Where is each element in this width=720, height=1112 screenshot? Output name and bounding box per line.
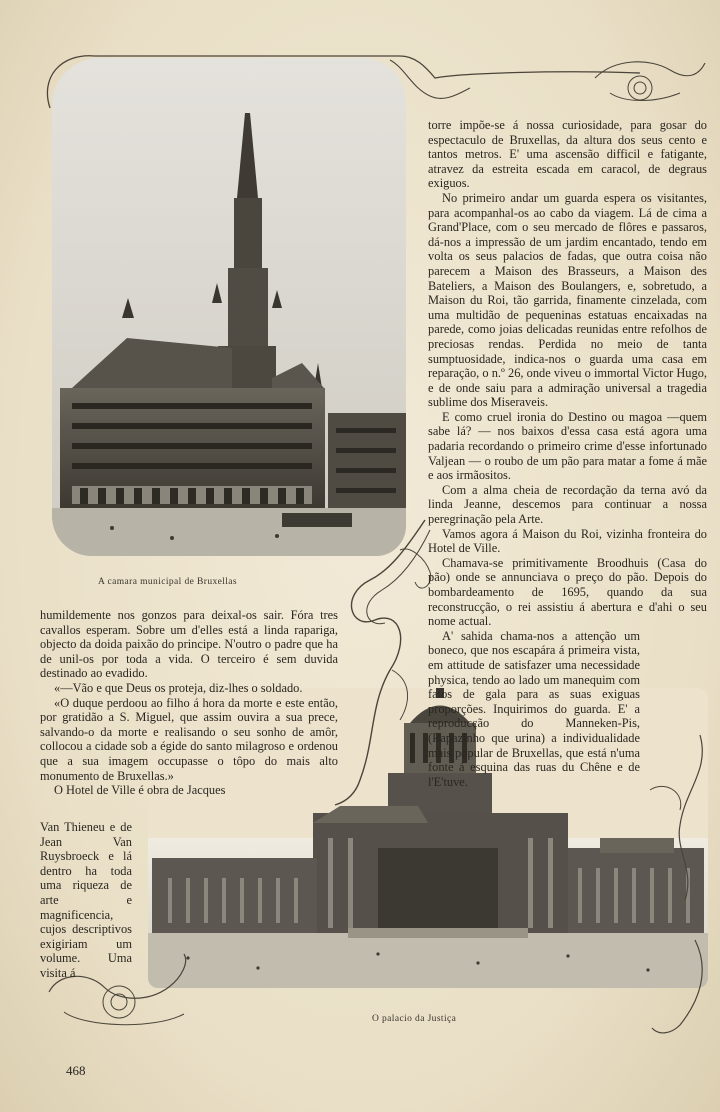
town-hall-caption: A camara municipal de Bruxellas [98,577,238,587]
paragraph: O Hotel de Ville é obra de Jacques [54,783,226,798]
town-hall-photo [52,58,406,556]
paragraph: Chamava-se primitivamente Broodhuis (Casa do pão) onde se annunciava o preço do pão. Depois do bombardeamento de 1695, quando da sua reconstrucção, o rei assistiu á abertura e d'ahi o seu nome actual. [428,555,707,629]
justice-palace-caption: O palacio da Justiça [372,1014,457,1024]
paragraph: Vamos agora á Maison du Roi, vizinha fronteira do Hotel de Ville. [428,526,707,556]
paragraph: Van Thieneu e de Jean Van Ruysbroeck e lá dentro ha toda uma riqueza de arte e magnificencia, cujos descriptivos exigiriam um volume. Uma visita á [40,820,132,980]
paragraph: «O duque perdoou ao filho á hora da morte e este então, por gratidão a S. Miguel, que assim ouvira a sua prece, salvando-o da morte e realisando o seu sonho de amôr, collocou a cidade sob a égide do santo milagroso e ordenou que a sua imagem occupasse o tôpo do mais alto monumento de Bruxellas.» [40,695,338,783]
right-column-text [428,118,707,789]
paragraph: No primeiro andar um guarda espera os visitantes, para acompanhal-os ao cabo da viagem. Lá de cima a Grand'Place, com o seu mercado de flôres e passaros, dá-nos a impressão de um jardim encantado, tendo em volta os seus palacios de fadas, que outra coisa não parecem a Maison des Brasseurs, a Maison des Bateliers, a Maison des Boulangers, e, sobretudo, a Maison du Roi, tão garrida, finamente cinzelada, com uma multidão de pequeninas estatuas encaixadas na parede, como joias delicadas reunidas entre refolhos de preciosas rendas. Perdida no meio de tanta sumptuosidade, indica-nos o guarda uma casa em reparação, o n.º 26, onde viveu o immortal Victor Hugo, e de onde saiu para a admiração universal a tragedia sublime dos Miseraveis. [428,190,707,410]
paragraph: Com a alma cheia de recordação da terna avó da linda Jeanne, descemos para continuar a nossa peregrinação pela Arte. [428,482,707,527]
page-number: 468 [66,1063,86,1078]
paragraph: E como cruel ironia do Destino ou magoa —quem sabe lá? — nos baixos d'essa casa está agora uma padaria recordando o primeiro crime d'esse infortunado Valjean — o roubo de um pão para matar a fome á mãe e aos irmãositos. [428,409,707,483]
narrow-column-text [40,820,132,981]
paragraph: «—Vão e que Deus os proteja, diz-lhes o soldado. [54,680,303,695]
paragraph: torre impõe-se á nossa curiosidade, para gosar do espectaculo de Bruxellas, da altura dos seus cento e tantos metros. E' uma ascensão difficil e fatigante, atravez da estreita escada em caracol, de degraus exiguos. [428,118,707,191]
paragraph: A' sahida chama-nos a attenção um boneco, que nos escapára á primeira vista, em attitude de satisfazer uma necessidade physica, tendo ao lado um manequim com fatos de gala para as suas exiguas proporções. Inquirimos do guarda. E' a reproducção do Manneken-Pis, (Rapazinho que urina) a individualidade mais popular de Bruxellas, que está n'uma fonte á esquina das ruas du Chêne e de l'E'tuve. [428,628,640,789]
left-column-text [40,608,338,798]
paragraph: humildemente nos gonzos para deixal-os sair. Fóra tres cavallos esperam. Sobre um d'elles está a linda rapariga, objecto da doida paixão do principe. N'outro o padre que ha de unil-os por toda a vida. O terceiro é sem duvida destinado ao evadido. [40,608,338,681]
